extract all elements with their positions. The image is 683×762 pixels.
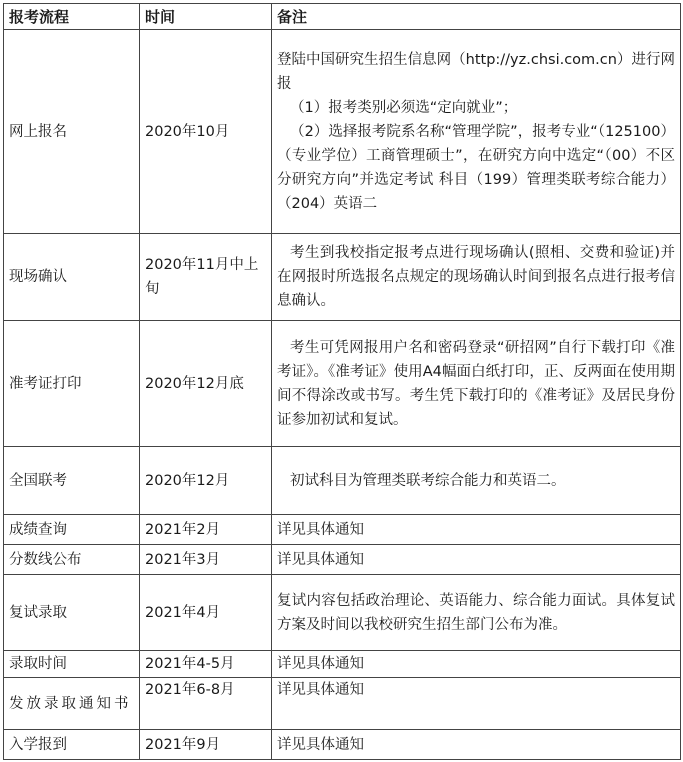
note-line: 考生到我校指定报考点进行现场确认(照相、交费和验证)并在网报时所选报名点规定的现场确认时间到报名点进行报考信息确认。 — [277, 245, 675, 309]
time-cell: 2021年4月 — [140, 575, 272, 651]
time-cell: 2020年12月 — [140, 447, 272, 515]
note-cell — [272, 447, 681, 515]
table-row — [4, 515, 681, 545]
admission-schedule-table — [3, 3, 681, 760]
table-row — [4, 575, 681, 651]
note-cell — [272, 234, 681, 321]
step-cell: 分数线公布 — [4, 545, 140, 575]
note-line: 初试科目为管理类联考综合能力和英语二。 — [290, 472, 566, 489]
step-cell: 发放录取通知书 — [4, 678, 140, 730]
note-line: 登陆中国研究生招生信息网（http://yz.chsi.com.cn）进行网报 — [277, 51, 675, 92]
header-note: 备注 — [272, 4, 681, 30]
note-cell — [272, 321, 681, 447]
time-cell: 2021年4-5月 — [140, 651, 272, 678]
note-line: （2）选择报考院系名称“管理学院”，报考专业“（125100）（专业学位）工商管理硕士”，在研究方向中选定“（00）不区分研究方向”并选定考试 科目（199）管理类联考综合能力）（204）英语二 — [277, 123, 675, 212]
time-cell: 2020年11月中上旬 — [140, 234, 272, 321]
note-cell — [272, 30, 681, 234]
time-cell: 2021年6-8月 — [140, 678, 272, 730]
step-cell: 入学报到 — [4, 730, 140, 760]
step-cell: 准考证打印 — [4, 321, 140, 447]
step-cell: 现场确认 — [4, 234, 140, 321]
step-cell: 成绩查询 — [4, 515, 140, 545]
note-cell: 详见具体通知 — [272, 678, 681, 730]
table-row — [4, 30, 681, 234]
step-cell: 网上报名 — [4, 30, 140, 234]
table-row — [4, 447, 681, 515]
table-row — [4, 678, 681, 730]
time-cell: 2021年2月 — [140, 515, 272, 545]
time-cell: 2021年3月 — [140, 545, 272, 575]
header-time: 时间 — [140, 4, 272, 30]
step-cell: 全国联考 — [4, 447, 140, 515]
time-cell: 2021年9月 — [140, 730, 272, 760]
note-line: （1）报考类别必须选“定向就业”； — [290, 99, 518, 116]
table-row — [4, 234, 681, 321]
time-cell: 2020年12月底 — [140, 321, 272, 447]
step-cell: 录取时间 — [4, 651, 140, 678]
note-cell — [272, 575, 681, 651]
table-row — [4, 321, 681, 447]
header-step: 报考流程 — [4, 4, 140, 30]
note-cell: 详见具体通知 — [272, 730, 681, 760]
table-row — [4, 651, 681, 678]
note-line: 考生可凭网报用户名和密码登录“研招网”自行下载打印《准考证》。《准考证》使用A4幅面白纸打印，正、反两面在使用期间不得涂改或书写。考生凭下载打印的《准考证》及居民身份证参加初试和复试。 — [277, 339, 675, 428]
note-cell: 详见具体通知 — [272, 515, 681, 545]
table-row — [4, 545, 681, 575]
header-row — [4, 4, 681, 30]
note-line: 复试内容包括政治理论、英语能力、综合能力面试。具体复试方案及时间以我校研究生招生部门公布为准。 — [277, 592, 675, 633]
note-cell: 详见具体通知 — [272, 651, 681, 678]
time-cell: 2020年10月 — [140, 30, 272, 234]
step-cell: 复试录取 — [4, 575, 140, 651]
table-row — [4, 730, 681, 760]
note-cell: 详见具体通知 — [272, 545, 681, 575]
